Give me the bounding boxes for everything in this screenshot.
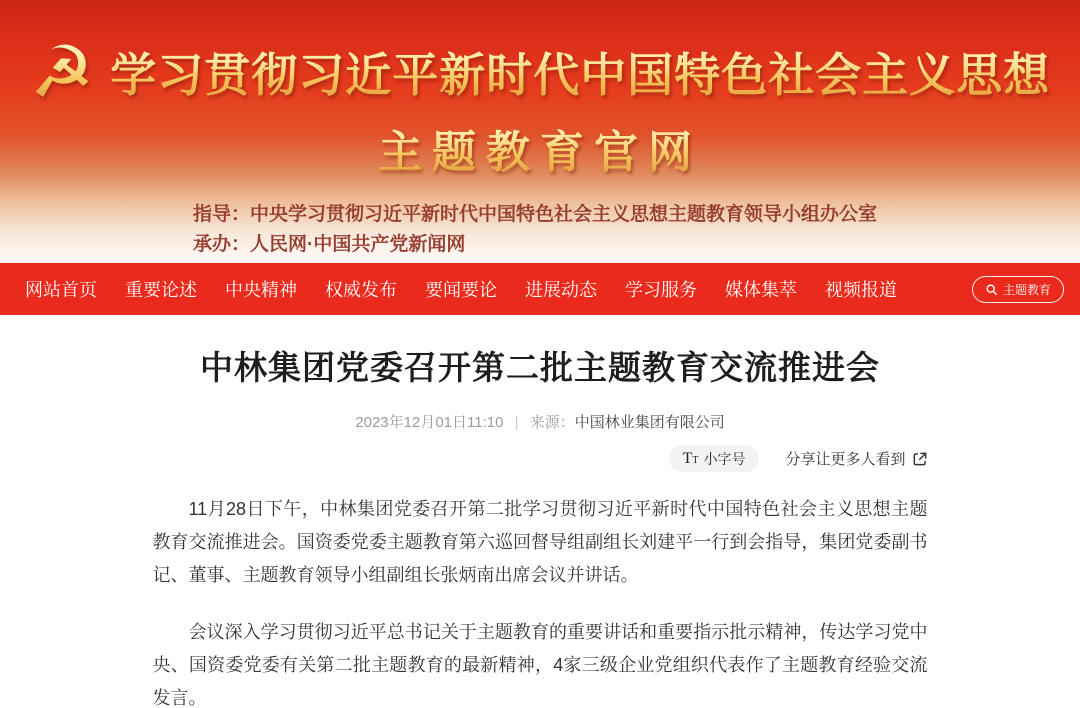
party-emblem-icon: ☭ <box>29 30 95 114</box>
nav-item-learning-services[interactable]: 学习服务 <box>625 280 697 300</box>
article-source-link[interactable]: 中国林业集团有限公司 <box>574 414 725 431</box>
nav-item-important-discourse[interactable]: 重要论述 <box>125 280 197 300</box>
article-toolbar <box>153 445 928 472</box>
site-title-line1: 学习贯彻习近平新时代中国特色社会主义思想 <box>110 39 1050 105</box>
font-size-button-label: 小字号 <box>703 450 746 467</box>
font-size-button[interactable] <box>669 445 760 472</box>
nav-item-progress-updates[interactable]: 进展动态 <box>525 280 597 300</box>
article-body <box>153 493 928 708</box>
external-link-icon <box>912 451 928 467</box>
nav-item-key-news[interactable]: 要闻要论 <box>425 280 497 300</box>
banner-guidance-line: 指导：中央学习贯彻习近平新时代中国特色社会主义思想主题教育领导小组办公室 <box>193 204 878 226</box>
share-link-label: 分享让更多人看到 <box>785 451 906 468</box>
article-meta <box>153 411 928 432</box>
nav-item-media-collection[interactable]: 媒体集萃 <box>725 280 797 300</box>
font-size-icon: TT <box>682 449 699 467</box>
main-nav <box>0 263 1080 315</box>
search-icon <box>985 283 998 296</box>
paragraph: 会议深入学习贯彻习近平总书记关于主题教育的重要讲话和重要指示批示精神，传达学习党中央、国资委党委有关第二批主题教育的最新精神，4家三级企业党组织代表作了主题教育经验交流发言。 <box>152 622 928 708</box>
site-banner <box>0 0 1080 263</box>
banner-info <box>193 200 877 260</box>
nav-item-video-reports[interactable]: 视频报道 <box>825 280 897 300</box>
nav-item-home[interactable]: 网站首页 <box>25 280 97 300</box>
nav-item-authoritative-release[interactable]: 权威发布 <box>325 280 397 300</box>
site-title-line2: 主题教育官网 <box>0 116 1080 180</box>
banner-organizer-line: 承办：人民网·中国共产党新闻网 <box>193 234 466 256</box>
share-link[interactable] <box>785 448 927 469</box>
search-button-label: 主题教育 <box>1002 282 1051 297</box>
article-title: 中林集团党委召开第二批主题教育交流推进会 <box>200 349 880 386</box>
site-title-row <box>0 0 1080 114</box>
article-page <box>153 345 928 708</box>
search-button[interactable] <box>972 276 1064 303</box>
meta-separator: | <box>514 414 519 431</box>
nav-item-central-spirit[interactable]: 中央精神 <box>225 280 297 300</box>
paragraph: 11月28日下午，中林集团党委召开第二批学习贯彻习近平新时代中国特色社会主义思想主题教育交流推进会。国资委党委主题教育第六巡回督导组副组长刘建平一行到会指导，集团党委副书记、董事、主题教育领导小组副组长张炳南出席会议并讲话。 <box>152 499 928 585</box>
source-label: 来源： <box>529 414 575 431</box>
article-date: 2023年12月01日11:10 <box>355 414 504 431</box>
